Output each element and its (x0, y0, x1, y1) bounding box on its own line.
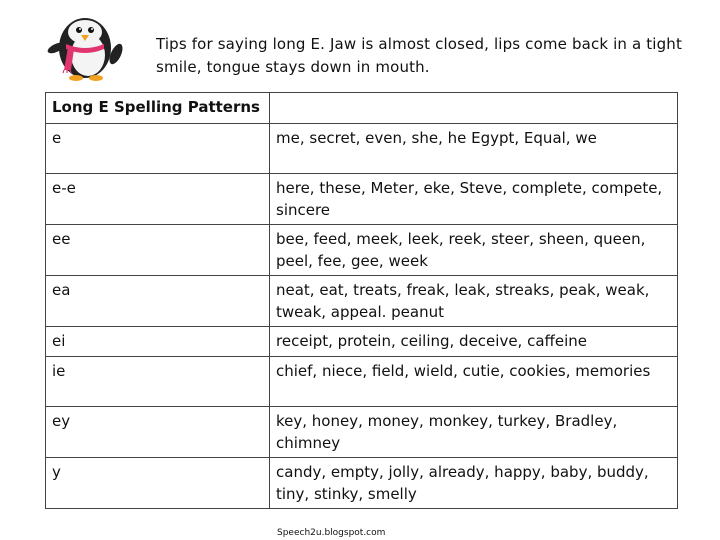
tips-text: Tips for saying long E. Jaw is almost closed, lips come back in a tight smile, tongue stays down in mouth. (156, 35, 682, 76)
pattern-cell: e (46, 124, 270, 174)
pattern-cell: ea (46, 276, 270, 327)
footer-credit: Speech2u.blogspot.com (277, 528, 386, 538)
examples-cell: key, honey, money, monkey, turkey, Bradley, chimney (270, 407, 678, 458)
table-row (46, 276, 678, 327)
pattern-cell: ee (46, 225, 270, 276)
table-row (46, 327, 678, 357)
examples-cell: me, secret, even, she, he Egypt, Equal, we (270, 124, 678, 174)
table-header-cell: Long E Spelling Patterns (46, 93, 270, 124)
pattern-cell: y (46, 458, 270, 509)
examples-cell: chief, niece, field, wield, cutie, cookies, memories (270, 357, 678, 407)
pattern-cell: ie (46, 357, 270, 407)
table-row (46, 124, 678, 174)
examples-cell: bee, feed, meek, leek, reek, steer, sheen, queen, peel, fee, gee, week (270, 225, 678, 276)
table-row (46, 174, 678, 225)
table-row (46, 458, 678, 509)
examples-cell: candy, empty, jolly, already, happy, baby, buddy, tiny, stinky, smelly (270, 458, 678, 509)
penguin-illustration (42, 10, 128, 82)
examples-cell: here, these, Meter, eke, Steve, complete, compete, sincere (270, 174, 678, 225)
pattern-cell: ei (46, 327, 270, 357)
pattern-cell: e-e (46, 174, 270, 225)
table-row (46, 407, 678, 458)
table-row (46, 357, 678, 407)
examples-cell: neat, eat, treats, freak, leak, streaks, peak, weak, tweak, appeal. peanut (270, 276, 678, 327)
table-header-cell (270, 93, 678, 124)
pattern-cell: ey (46, 407, 270, 458)
examples-cell: receipt, protein, ceiling, deceive, caffeine (270, 327, 678, 357)
spelling-patterns-table (45, 92, 678, 509)
table-row (46, 225, 678, 276)
table-header-row (46, 93, 678, 124)
